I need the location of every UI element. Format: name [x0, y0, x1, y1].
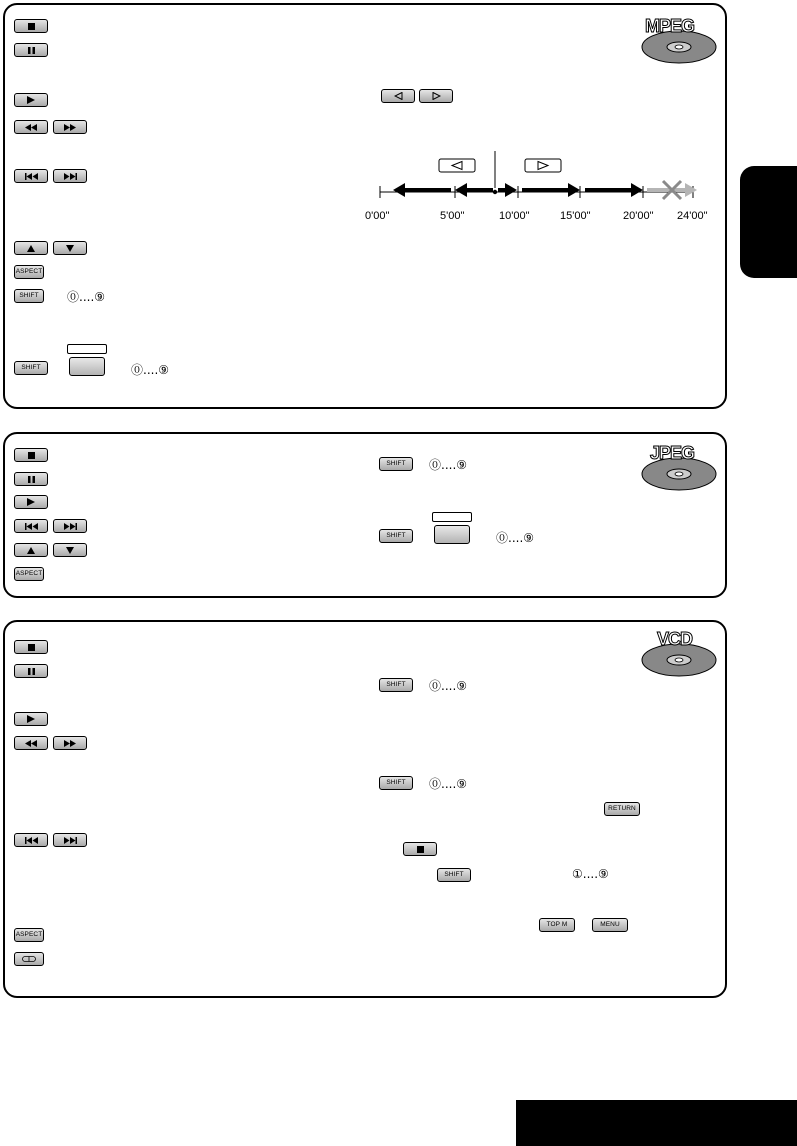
right-button[interactable] — [419, 89, 453, 103]
vcd-panel — [3, 620, 727, 998]
skip-forward-icon — [64, 837, 77, 844]
fast-forward-icon — [64, 740, 76, 747]
digit-range-0-9: ⓪....⑨ — [67, 290, 106, 304]
next-button[interactable] — [53, 519, 87, 533]
timeline-tick-label: 15'00" — [560, 210, 591, 222]
fast-forward-button[interactable] — [53, 120, 87, 134]
skip-back-icon — [25, 523, 38, 530]
aspect-button[interactable]: ASPECT — [14, 265, 44, 279]
skip-forward-icon — [64, 523, 77, 530]
stop-button[interactable] — [403, 842, 437, 856]
menu-button[interactable]: MENU — [592, 918, 628, 932]
timeline-tick-label: 20'00" — [623, 210, 654, 222]
up-button[interactable] — [14, 241, 48, 255]
audio-button[interactable] — [14, 952, 44, 966]
shift-button[interactable]: SHIFT — [379, 529, 413, 543]
timeline-tick-label: 10'00" — [499, 210, 530, 222]
right-arrow-outline-icon — [432, 92, 441, 100]
down-button[interactable] — [53, 543, 87, 557]
digit-range-0-9: ⓪....⑨ — [496, 531, 535, 545]
jpeg-panel — [3, 432, 727, 598]
pause-icon — [28, 47, 35, 54]
fast-forward-icon — [64, 124, 76, 131]
up-button[interactable] — [14, 543, 48, 557]
up-arrow-icon — [27, 547, 35, 554]
skip-back-icon — [25, 837, 38, 844]
time-search-diagram — [375, 145, 720, 225]
stop-icon — [28, 23, 35, 30]
stop-button[interactable] — [14, 448, 48, 462]
blank-key-label — [67, 344, 107, 354]
skip-forward-icon — [64, 173, 77, 180]
rewind-icon — [25, 124, 37, 131]
previous-button[interactable] — [14, 169, 48, 183]
previous-button[interactable] — [14, 833, 48, 847]
jpeg-logo-text: JPEG — [650, 443, 695, 463]
rewind-icon — [25, 740, 37, 747]
digit-range-0-9: ⓪....⑨ — [131, 363, 170, 377]
previous-button[interactable] — [14, 519, 48, 533]
shift-button[interactable]: SHIFT — [14, 361, 48, 375]
stop-icon — [28, 644, 35, 651]
pause-button[interactable] — [14, 43, 48, 57]
play-button[interactable] — [14, 93, 48, 107]
timeline-tick-label: 24'00" — [677, 210, 708, 222]
page-number-bar — [516, 1100, 797, 1146]
digit-range-0-9: ⓪....⑨ — [429, 458, 468, 472]
down-arrow-icon — [66, 547, 74, 554]
return-button[interactable]: RETURN — [604, 802, 640, 816]
up-arrow-icon — [27, 245, 35, 252]
stop-button[interactable] — [14, 640, 48, 654]
next-button[interactable] — [53, 833, 87, 847]
top-menu-button[interactable]: TOP M — [539, 918, 575, 932]
stop-button[interactable] — [14, 19, 48, 33]
play-button[interactable] — [14, 712, 48, 726]
skip-back-icon — [25, 173, 38, 180]
stop-icon — [417, 846, 424, 853]
dual-mono-icon — [22, 956, 36, 962]
digit-range-1-9: ①....⑨ — [572, 867, 609, 881]
blank-key-label — [432, 512, 472, 522]
play-button[interactable] — [14, 495, 48, 509]
down-button[interactable] — [53, 241, 87, 255]
shift-button[interactable]: SHIFT — [379, 776, 413, 790]
down-arrow-icon — [66, 245, 74, 252]
play-icon — [27, 96, 35, 104]
pause-button[interactable] — [14, 664, 48, 678]
digit-range-0-9: ⓪....⑨ — [429, 679, 468, 693]
blank-key-button[interactable] — [434, 525, 470, 544]
timeline-tick-label: 0'00" — [365, 210, 390, 222]
play-icon — [27, 715, 35, 723]
timeline-tick-label: 5'00" — [440, 210, 465, 222]
left-button[interactable] — [381, 89, 415, 103]
vcd-logo-text: VCD — [657, 629, 693, 649]
blank-key-button[interactable] — [69, 357, 105, 376]
pause-button[interactable] — [14, 472, 48, 486]
play-icon — [27, 498, 35, 506]
stop-icon — [28, 452, 35, 459]
mpeg-logo-text: MPEG — [645, 16, 695, 36]
pause-icon — [28, 476, 35, 483]
aspect-button[interactable]: ASPECT — [14, 567, 44, 581]
rewind-button[interactable] — [14, 736, 48, 750]
shift-button[interactable]: SHIFT — [379, 457, 413, 471]
shift-button[interactable]: SHIFT — [379, 678, 413, 692]
shift-button[interactable]: SHIFT — [437, 868, 471, 882]
mpeg-panel — [3, 3, 727, 409]
next-button[interactable] — [53, 169, 87, 183]
aspect-button[interactable]: ASPECT — [14, 928, 44, 942]
language-side-tab — [740, 166, 797, 278]
shift-button[interactable]: SHIFT — [14, 289, 44, 303]
rewind-button[interactable] — [14, 120, 48, 134]
digit-range-0-9: ⓪....⑨ — [429, 777, 468, 791]
fast-forward-button[interactable] — [53, 736, 87, 750]
pause-icon — [28, 668, 35, 675]
left-arrow-outline-icon — [394, 92, 403, 100]
